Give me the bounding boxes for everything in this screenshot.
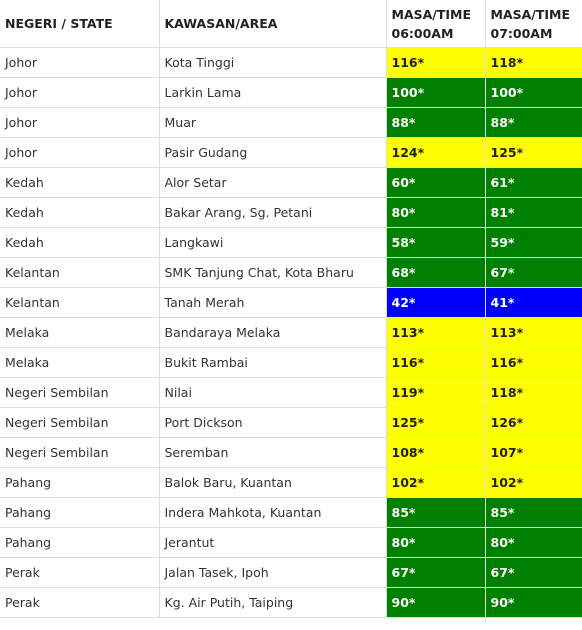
- cell-state: Johor: [0, 108, 159, 138]
- cell-area: Jalan Tasek, Ipoh: [159, 558, 386, 588]
- table-row: [0, 318, 582, 348]
- cell-area: Seremban: [159, 438, 386, 468]
- table-row: [0, 528, 582, 558]
- cell-state: Kelantan: [0, 258, 159, 288]
- cell-reading-07am: 81*: [485, 198, 582, 228]
- cell-reading-06am: 124*: [386, 138, 485, 168]
- cell-reading-06am: 90*: [386, 588, 485, 618]
- table-row: [0, 258, 582, 288]
- cell-state: Negeri Sembilan: [0, 408, 159, 438]
- cell-reading-06am: 88*: [386, 108, 485, 138]
- cell-reading-07am: 102*: [485, 468, 582, 498]
- cell-state: Perak: [0, 558, 159, 588]
- cell-reading-07am: 67*: [485, 558, 582, 588]
- cell-reading-06am: 125*: [386, 408, 485, 438]
- table-row: [0, 468, 582, 498]
- table-row: [0, 558, 582, 588]
- cell-state: Johor: [0, 78, 159, 108]
- cell-area: Alor Setar: [159, 168, 386, 198]
- cell-state: Pahang: [0, 468, 159, 498]
- cell-reading-07am: 67*: [485, 258, 582, 288]
- cell-reading-06am: 119*: [386, 378, 485, 408]
- cell-state: Pahang: [0, 528, 159, 558]
- table-row: [0, 108, 582, 138]
- cell-area: Jerantut: [159, 528, 386, 558]
- table-row: [0, 288, 582, 318]
- cell-state: Kedah: [0, 168, 159, 198]
- cell-area: Port Dickson: [159, 408, 386, 438]
- table-header-row: [0, 0, 582, 48]
- cell-reading-06am: 68*: [386, 258, 485, 288]
- header-time-1: [386, 0, 485, 48]
- cell-reading-06am: 116*: [386, 348, 485, 378]
- cell-area: Tanah Merah: [159, 288, 386, 318]
- cell-state: Johor: [0, 48, 159, 78]
- table-row: [0, 168, 582, 198]
- table-row: [0, 138, 582, 168]
- cell-reading-07am: 113*: [485, 318, 582, 348]
- cell-reading-07am: 85*: [485, 498, 582, 528]
- cell-state: Melaka: [0, 318, 159, 348]
- cell-reading-07am: 125*: [485, 138, 582, 168]
- cell-area: Kota Tinggi: [159, 48, 386, 78]
- table-row: [0, 228, 582, 258]
- table-row: [0, 498, 582, 528]
- cell-reading-06am: 108*: [386, 438, 485, 468]
- cell-state: Melaka: [0, 348, 159, 378]
- header-time-2-value: 07:00AM: [490, 25, 553, 41]
- header-time-2-label: MASA/TIME: [490, 6, 571, 22]
- cell-area: Bakar Arang, Sg. Petani: [159, 198, 386, 228]
- cell-reading-06am: 42*: [386, 288, 485, 318]
- cell-area: Muar: [159, 108, 386, 138]
- table-row: [0, 198, 582, 228]
- cell-reading-07am: 118*: [485, 48, 582, 78]
- table-row: [0, 348, 582, 378]
- cell-state: Kelantan: [0, 288, 159, 318]
- cell-reading-06am: 60*: [386, 168, 485, 198]
- cell-reading-07am: 126*: [485, 408, 582, 438]
- cell-reading-06am: 113*: [386, 318, 485, 348]
- cell-state: Negeri Sembilan: [0, 438, 159, 468]
- cell-area: SMK Tanjung Chat, Kota Bharu: [159, 258, 386, 288]
- cell-area: Balok Baru, Kuantan: [159, 468, 386, 498]
- cell-state: Johor: [0, 138, 159, 168]
- cell-state: Negeri Sembilan: [0, 378, 159, 408]
- header-time-2: [485, 0, 582, 48]
- cell-state: Kedah: [0, 198, 159, 228]
- cell-area: Pasir Gudang: [159, 138, 386, 168]
- cell-reading-06am: 102*: [386, 468, 485, 498]
- cell-reading-06am: 85*: [386, 498, 485, 528]
- cell-reading-07am: 90*: [485, 588, 582, 618]
- cell-area: Nilai: [159, 378, 386, 408]
- table-row: [0, 378, 582, 408]
- cell-reading-06am: 58*: [386, 228, 485, 258]
- cell-reading-06am: 80*: [386, 198, 485, 228]
- cell-reading-07am: 41*: [485, 288, 582, 318]
- table-row: [0, 78, 582, 108]
- cell-reading-06am: 116*: [386, 48, 485, 78]
- cell-reading-07am: 116*: [485, 348, 582, 378]
- header-time-1-label: MASA/TIME: [391, 6, 472, 22]
- cell-area: Indera Mahkota, Kuantan: [159, 498, 386, 528]
- cell-reading-07am: 107*: [485, 438, 582, 468]
- table-row: [0, 48, 582, 78]
- cell-reading-07am: 59*: [485, 228, 582, 258]
- cell-state: Pahang: [0, 498, 159, 528]
- table-row: [0, 438, 582, 468]
- cell-reading-06am: 100*: [386, 78, 485, 108]
- table-row: [0, 408, 582, 438]
- cell-area: Kg. Air Putih, Taiping: [159, 588, 386, 618]
- cell-state: Kedah: [0, 228, 159, 258]
- cell-reading-06am: 67*: [386, 558, 485, 588]
- cell-reading-07am: 80*: [485, 528, 582, 558]
- cell-reading-07am: 118*: [485, 378, 582, 408]
- header-state: NEGERI / STATE: [0, 0, 159, 48]
- cell-area: Bukit Rambai: [159, 348, 386, 378]
- table-row: [0, 588, 582, 618]
- cell-area: Bandaraya Melaka: [159, 318, 386, 348]
- header-time-1-value: 06:00AM: [391, 25, 454, 41]
- cell-area: Larkin Lama: [159, 78, 386, 108]
- cell-reading-07am: 88*: [485, 108, 582, 138]
- cell-area: Langkawi: [159, 228, 386, 258]
- cell-reading-06am: 80*: [386, 528, 485, 558]
- cell-state: Perak: [0, 588, 159, 618]
- header-area: KAWASAN/AREA: [159, 0, 386, 48]
- cell-reading-07am: 61*: [485, 168, 582, 198]
- cell-reading-07am: 100*: [485, 78, 582, 108]
